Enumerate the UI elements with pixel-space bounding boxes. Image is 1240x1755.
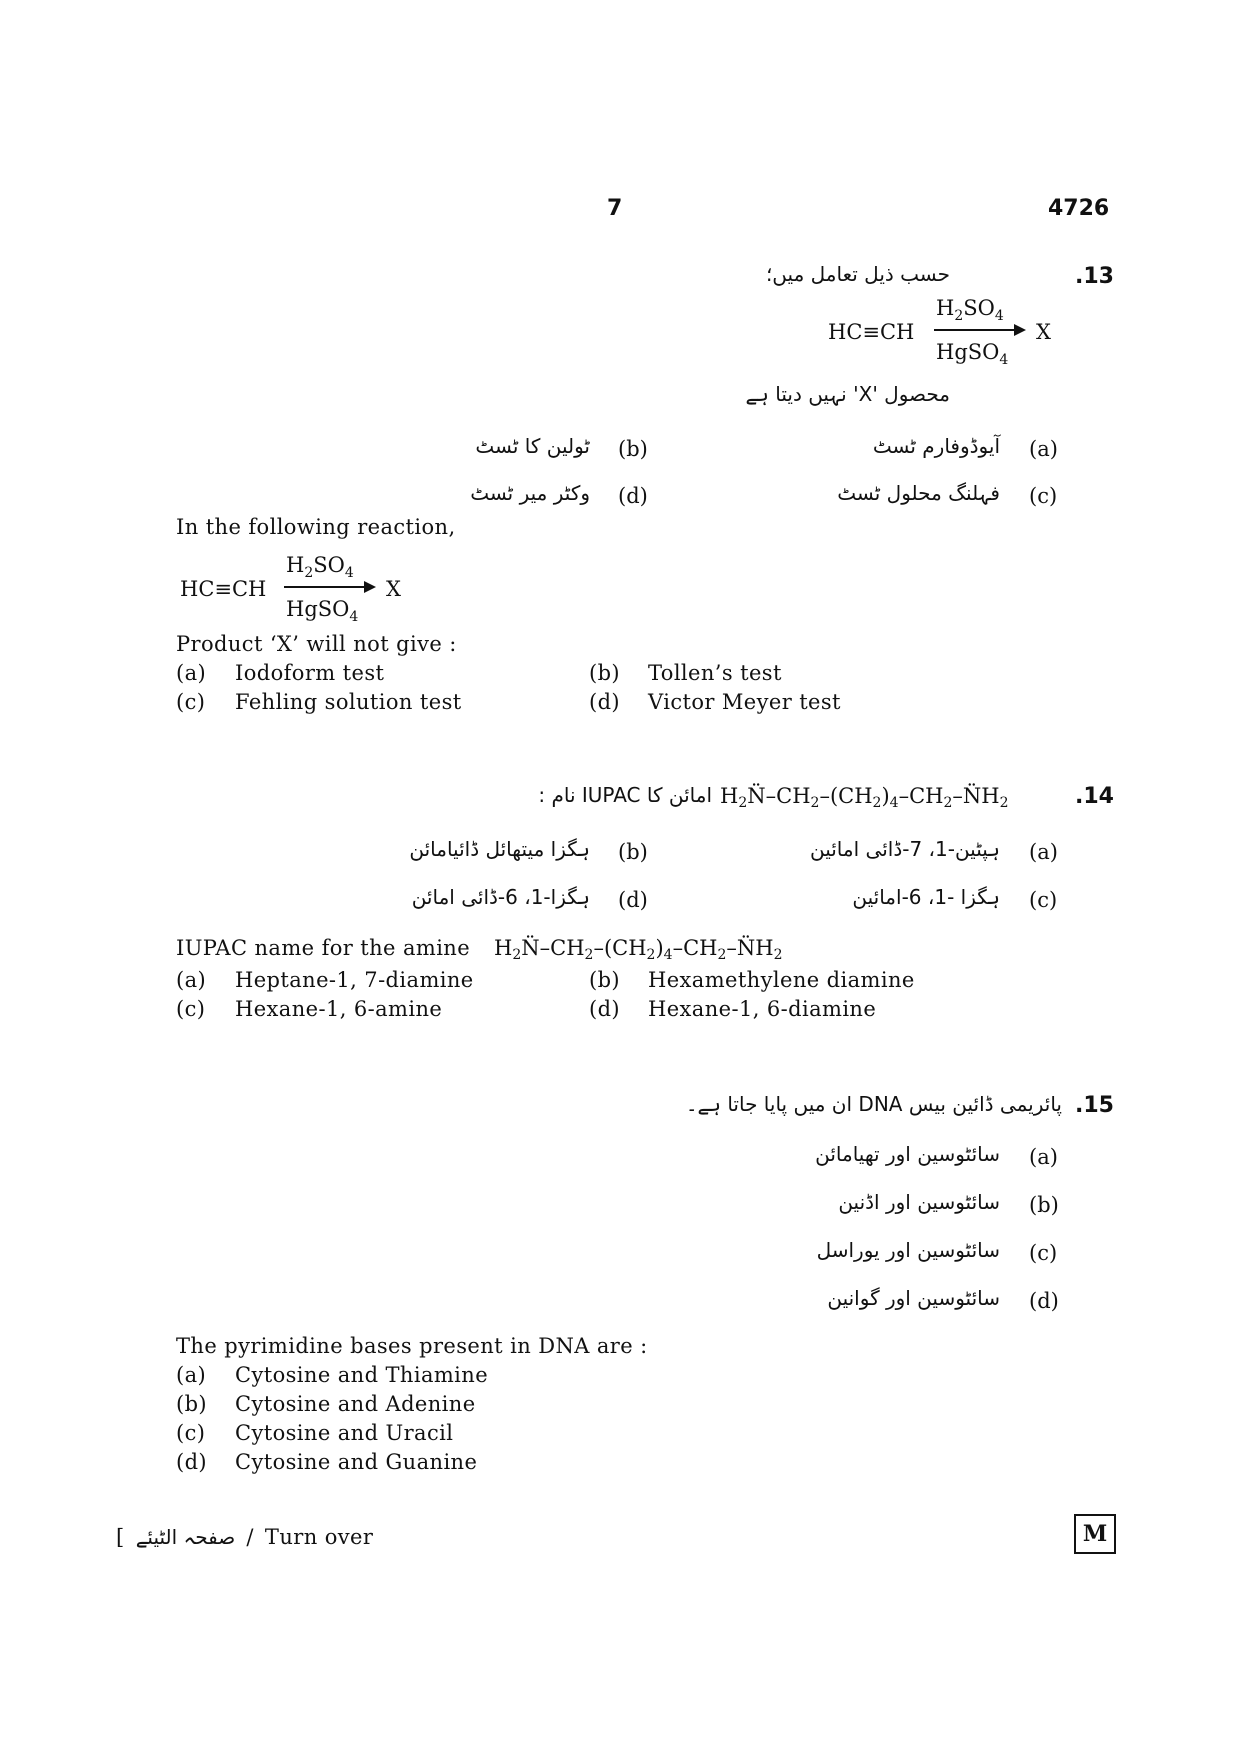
q15-urdu-option-text: سائٹوسین اور یوراسل xyxy=(816,1238,1000,1262)
q15-option-label: (d) xyxy=(176,1450,208,1474)
reactant: HC≡CH xyxy=(828,320,915,344)
q13-option-label: (d) xyxy=(589,690,621,714)
q14-urdu-option-label: (c) xyxy=(1029,888,1058,912)
q14-urdu-option-text: ہگزا میتھائل ڈائیامائن xyxy=(409,837,590,861)
q14-option-label: (a) xyxy=(176,968,207,992)
reagent-top: $H_2SO_4$ xyxy=(936,296,1004,325)
q15-urdu-option-text: سائٹوسین اور گوانین xyxy=(827,1286,1000,1310)
bracket-open: [ xyxy=(116,1525,125,1549)
q14-urdu-option-text: ہپٹین-1، 7-ڈائی امائین xyxy=(809,837,1000,861)
reagent-top: $H_2SO_4$ xyxy=(286,553,354,582)
q14-urdu-option-text: ہگزا-1، 6-ڈائی امائن xyxy=(411,885,590,909)
q15-urdu-option-label: (b) xyxy=(1029,1193,1059,1217)
turn-over-label: Turn over xyxy=(264,1525,374,1549)
q13-urdu-option-label: (d) xyxy=(618,484,648,508)
q15-option-text: Cytosine and Guanine xyxy=(235,1450,478,1474)
q15-urdu-option-text: سائٹوسین اور اڈنین xyxy=(838,1190,1000,1214)
question-number-13: .13 xyxy=(1075,264,1114,289)
q13-option-label: (b) xyxy=(589,661,621,685)
q15-english-stem: The pyrimidine bases present in DNA are : xyxy=(176,1334,648,1358)
q15-urdu-stem: پائریمی ڈائین بیس DNA ان میں پایا جاتا ہے۔ xyxy=(685,1092,1062,1116)
q14-urdu-formula: $H_2N̈-CH_2-(CH_2)_4-CH_2-N̈H_2$ xyxy=(720,784,1009,811)
q13-option-label: (c) xyxy=(176,690,206,714)
q15-option-text: Cytosine and Thiamine xyxy=(235,1363,489,1387)
q13-urdu-option-label: (a) xyxy=(1029,437,1058,461)
q14-urdu-option-label: (d) xyxy=(618,888,648,912)
product: X xyxy=(386,577,401,601)
separator: / xyxy=(246,1525,254,1549)
q13-urdu-option-text: وکٹر میر ٹسٹ xyxy=(470,481,590,505)
reactant: HC≡CH xyxy=(180,577,267,601)
q13-english-stem: In the following reaction, xyxy=(176,515,456,539)
q14-english-stem: IUPAC name for the amine xyxy=(176,936,471,960)
q13-option-text: Iodoform test xyxy=(235,661,385,685)
q14-english-formula: $H_2N̈-CH_2-(CH_2)_4-CH_2-N̈H_2$ xyxy=(494,936,783,963)
product: X xyxy=(1036,320,1051,344)
q14-urdu-option-label: (b) xyxy=(618,840,648,864)
q14-option-label: (c) xyxy=(176,997,206,1021)
q14-option-label: (d) xyxy=(589,997,621,1021)
q14-option-text: Hexane-1, 6-amine xyxy=(235,997,443,1021)
question-number-14: .14 xyxy=(1075,784,1114,809)
paper-code: 4726 xyxy=(1048,196,1110,221)
page-number: 7 xyxy=(607,196,623,221)
q14-urdu-option-label: (a) xyxy=(1029,840,1058,864)
q13-option-text: Victor Meyer test xyxy=(648,690,841,714)
q15-option-text: Cytosine and Adenine xyxy=(235,1392,476,1416)
turn-over-footer xyxy=(116,1525,373,1549)
urdu-turn-over: صفحہ الٹیئے xyxy=(135,1525,236,1549)
q13-urdu-option-label: (c) xyxy=(1029,484,1058,508)
q14-option-text: Hexamethylene diamine xyxy=(648,968,915,992)
reagent-bottom: HgSO$_4$ xyxy=(936,340,1009,369)
q15-option-text: Cytosine and Uracil xyxy=(235,1421,454,1445)
q13-urdu-stem: حسب ذیل تعامل میں؛ xyxy=(765,262,950,286)
q13-urdu-reaction xyxy=(828,296,1068,369)
q14-urdu-stem: امائن کا IUPAC نام : xyxy=(538,783,712,807)
q14-option-label: (b) xyxy=(589,968,621,992)
q13-option-text: Tollen’s test xyxy=(648,661,782,685)
q15-option-label: (c) xyxy=(176,1421,206,1445)
reaction-arrow xyxy=(282,579,378,595)
q13-urdu-option-label: (b) xyxy=(618,437,648,461)
q13-urdu-option-text: فہلنگ محلول ٹسٹ xyxy=(837,481,1000,505)
q13-option-text: Fehling solution test xyxy=(235,690,462,714)
q14-urdu-option-text: ہگزا -1، 6-امائین xyxy=(852,885,1000,909)
q13-urdu-option-text: آیوڈوفارم ٹسٹ xyxy=(872,434,1000,458)
reaction-arrow xyxy=(932,322,1028,338)
code-letter-box: M xyxy=(1074,1514,1116,1554)
q15-urdu-option-label: (d) xyxy=(1029,1289,1059,1313)
q13-urdu-option-text: ٹولین کا ٹسٹ xyxy=(475,434,590,458)
q15-urdu-option-text: سائٹوسین اور تھیامائن xyxy=(815,1142,1000,1166)
q14-option-text: Hexane-1, 6-diamine xyxy=(648,997,877,1021)
q15-option-label: (b) xyxy=(176,1392,208,1416)
q13-english-question: Product ‘X’ will not give : xyxy=(176,632,457,656)
q13-urdu-question: محصول 'X' نہیں دیتا ہے xyxy=(745,382,950,406)
q15-option-label: (a) xyxy=(176,1363,207,1387)
q13-english-reaction xyxy=(180,553,420,626)
question-number-15: .15 xyxy=(1075,1093,1114,1118)
reagent-bottom: HgSO$_4$ xyxy=(286,597,359,626)
q14-option-text: Heptane-1, 7-diamine xyxy=(235,968,474,992)
q13-option-label: (a) xyxy=(176,661,207,685)
q15-urdu-option-label: (a) xyxy=(1029,1145,1058,1169)
q15-urdu-option-label: (c) xyxy=(1029,1241,1058,1265)
